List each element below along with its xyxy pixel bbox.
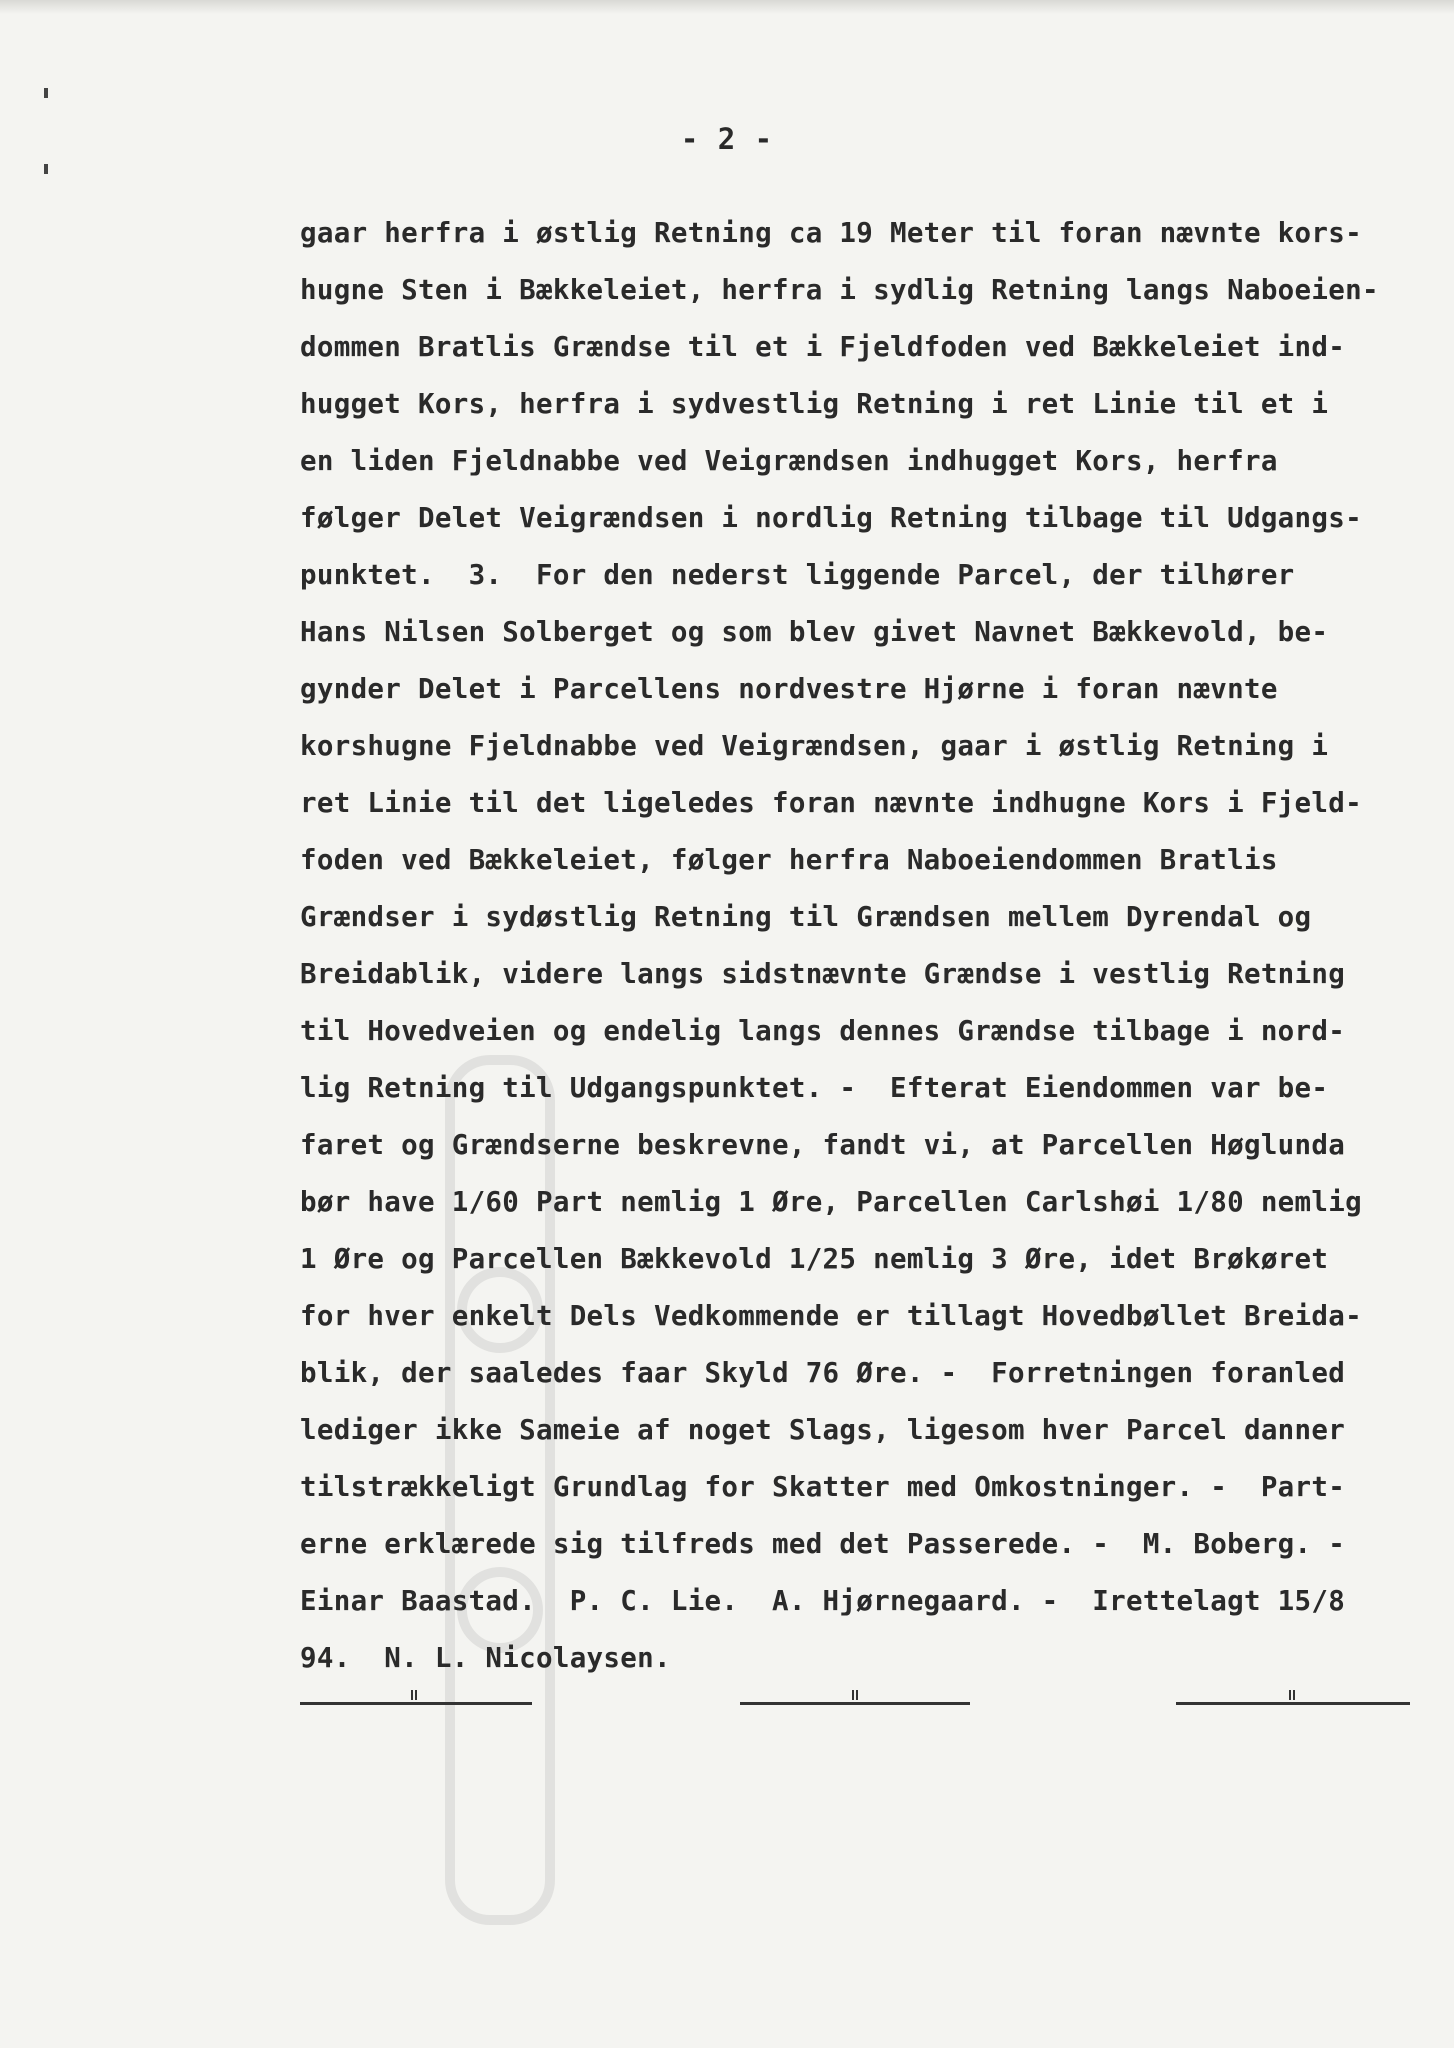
text-line: Grændser i sydøstlig Retning til Grændsen mellem Dyrendal og [300, 901, 1312, 933]
text-line: Hans Nilsen Solberget og som blev givet Navnet Bækkevold, be- [300, 616, 1329, 648]
margin-mark [44, 88, 48, 98]
text-line: faret og Grændserne beskrevne, fandt vi, at Parcellen Høglunda [300, 1129, 1346, 1161]
typed-text-body [300, 205, 1420, 1687]
text-line: tilstrækkeligt Grundlag for Skatter med Omkostninger. - Part- [300, 1471, 1346, 1503]
text-line: korshugne Fjeldnabbe ved Veigrændsen, gaar i østlig Retning i [300, 730, 1329, 762]
page-number: - 2 - [680, 122, 774, 156]
text-line: foden ved Bækkeleiet, følger herfra Naboeiendommen Bratlis [300, 844, 1278, 876]
text-line: gynder Delet i Parcellens nordvestre Hjørne i foran nævnte [300, 673, 1278, 705]
text-line: blik, der saaledes faar Skyld 76 Øre. - Forretningen foranled [300, 1357, 1346, 1389]
text-line: ret Linie til det ligeledes foran nævnte indhugne Kors i Fjeld- [300, 787, 1362, 819]
section-separator [300, 1702, 532, 1705]
text-line: 94. N. L. Nicolaysen. [300, 1642, 671, 1674]
text-line: punktet. 3. For den nederst liggende Parcel, der tilhører [300, 559, 1295, 591]
text-line: lig Retning til Udgangspunktet. - Efterat Eiendommen var be- [300, 1072, 1329, 1104]
text-line: bør have 1/60 Part nemlig 1 Øre, Parcellen Carlshøi 1/80 nemlig [300, 1186, 1362, 1218]
text-line: til Hovedveien og endelig langs dennes Grændse tilbage i nord- [300, 1015, 1346, 1047]
text-line: 1 Øre og Parcellen Bækkevold 1/25 nemlig 3 Øre, idet Brøkøret [300, 1243, 1329, 1275]
text-line: lediger ikke Sameie af noget Slags, ligesom hver Parcel danner [300, 1414, 1346, 1446]
text-line: erne erklærede sig tilfreds med det Passerede. - M. Boberg. - [300, 1528, 1346, 1560]
text-line: hugget Kors, herfra i sydvestlig Retning i ret Linie til et i [300, 388, 1329, 420]
text-line: hugne Sten i Bækkeleiet, herfra i sydlig Retning langs Naboeien- [300, 274, 1379, 306]
text-line: Einar Baastad. P. C. Lie. A. Hjørnegaard. - Irettelagt 15/8 [300, 1585, 1346, 1617]
section-separator [740, 1702, 970, 1705]
section-separator [1176, 1702, 1410, 1705]
text-line: følger Delet Veigrændsen i nordlig Retning tilbage til Udgangs- [300, 502, 1362, 534]
ditto-mark [852, 1690, 858, 1700]
ditto-mark [1289, 1690, 1295, 1700]
text-line: dommen Bratlis Grændse til et i Fjeldfoden ved Bækkeleiet ind- [300, 331, 1346, 363]
text-line: en liden Fjeldnabbe ved Veigrændsen indhugget Kors, herfra [300, 445, 1278, 477]
scan-top-edge [0, 0, 1454, 14]
text-line: gaar herfra i østlig Retning ca 19 Meter til foran nævnte kors- [300, 217, 1362, 249]
ditto-mark [411, 1690, 417, 1700]
margin-mark [44, 164, 48, 174]
text-line: Breidablik, videre langs sidstnævnte Grændse i vestlig Retning [300, 958, 1346, 990]
text-line: for hver enkelt Dels Vedkommende er tillagt Hovedbøllet Breida- [300, 1300, 1362, 1332]
